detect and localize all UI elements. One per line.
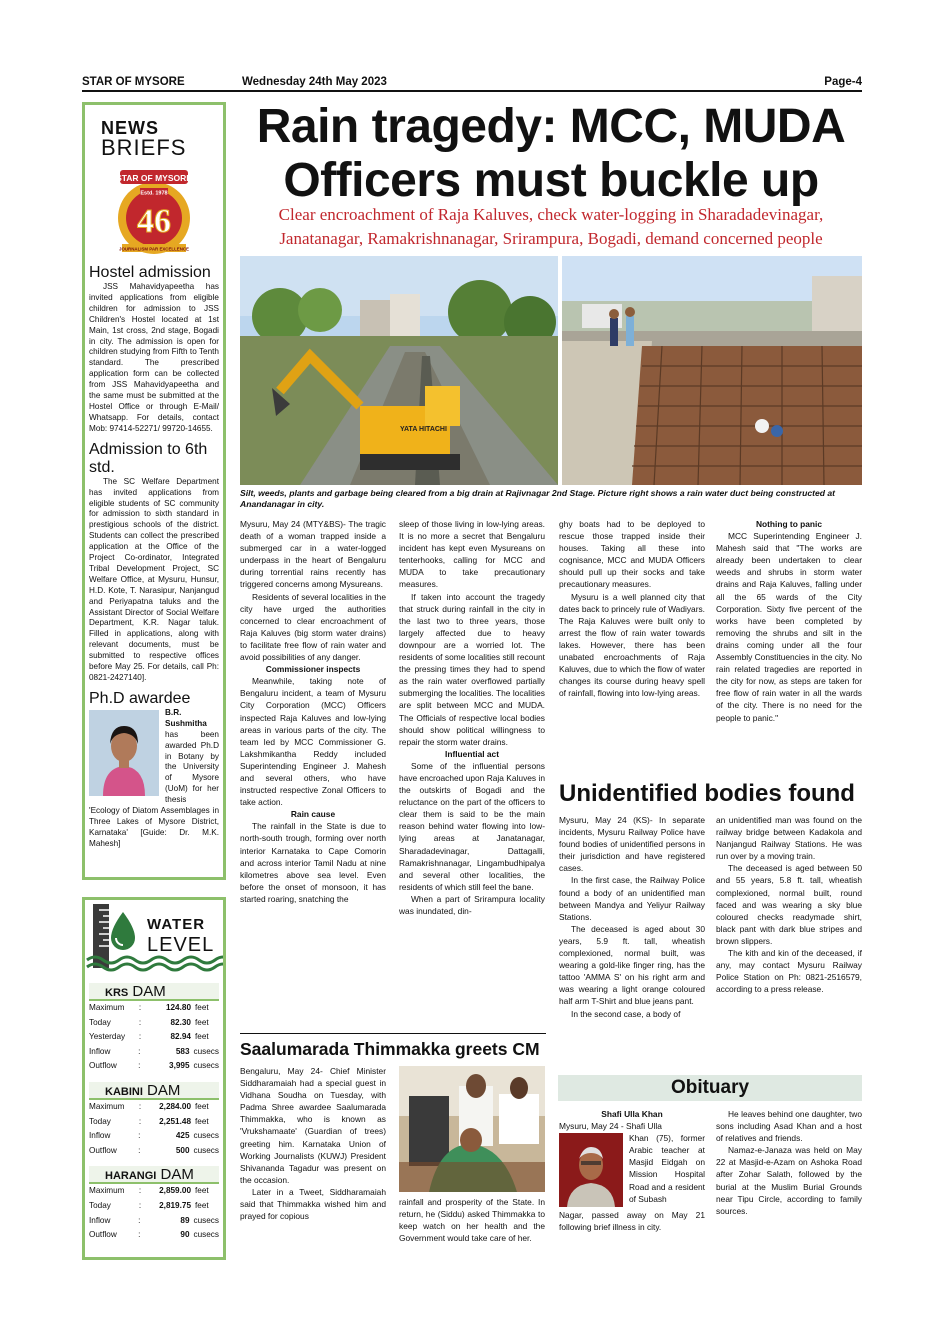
news-briefs-box (82, 102, 226, 880)
subhead-commissioner: Commissioner inspects (265, 664, 361, 675)
paper-name: STAR OF MYSORE (82, 76, 185, 88)
dam-unit: feet (195, 1200, 209, 1210)
dam-unit: cusecs (193, 1131, 219, 1141)
separator-colon: : (138, 1230, 141, 1240)
hostel-heading: Hostel admission (89, 264, 211, 281)
dam-reading-row (89, 1184, 219, 1199)
dam-reading-row (89, 1045, 219, 1060)
separator-colon: : (138, 1131, 141, 1141)
lead-paragraph: MCC Superintending Engineer J. Mahesh said that "The works are already been undertaken to clear weeds and shrubs in storm water drains and Raja Kaluves, falling under all the 65 wards of the City Corporation. Sixty five percent of the works have been completed by removing the shrubs and silt in the drains coming under all the four Assembly Constituencies in the city. No rain related tragedies are reported in the city for now, as steps are taken for free flow of rain water in all the wards of the city. There is no need for the people to panic." (716, 531, 863, 723)
separator-colon: : (138, 1116, 142, 1126)
dam-label: Yesterday (89, 1032, 126, 1042)
dam-label: Outflow (89, 1230, 117, 1240)
separator-colon: : (138, 1032, 142, 1042)
dam-reading-row (89, 1001, 219, 1016)
news-label: NEWS (101, 118, 159, 138)
obituary-paragraph: Nagar, passed away on May 21 following brief illness in city. (559, 1210, 705, 1233)
water-level-box (82, 897, 226, 1260)
dam-label: DAM (156, 1166, 194, 1184)
dam-unit: feet (195, 1116, 209, 1126)
dam-heading (89, 1082, 219, 1100)
dam-label: Today (89, 1017, 111, 1027)
drain-clearing-photo (240, 256, 558, 485)
admission-body: The SC Welfare Department has invited applications from eligible students of SC community for admission to sixth standard in prestigious schools of the district. Students can collect the prescribed application at the Office of the Project Co-ordinator, Integrated Tribal Development Project, SC Welfare Office, at Mysuru, Hunsur, H.D. Kote, T. Narasipur, Nanjangud and Periyapatna taluks and the Assistant Director of Social Welfare Department, K.R. Nagar taluk. Filled in applications, along with relevant documents, must be submitted to respective offices before May 25. For details, call Ph: 0821-2427140]. (89, 476, 219, 682)
admission-heading: Admission to 6th std. (89, 440, 208, 476)
lead-paragraph: Residents of several localities in the city have urged the authorities concerned to clear encroachment of Raja Kaluves (big storm water drains) to facilitate free flow of rain water and avoid possibilities of any danger. (240, 591, 386, 663)
issue-date: Wednesday 24th May 2023 (242, 76, 387, 88)
dam-value: 500 (175, 1145, 190, 1155)
dam-value: 82.94 (170, 1032, 191, 1042)
lead-column-1 (240, 518, 386, 905)
separator-colon: : (138, 1003, 142, 1012)
admission-text (89, 477, 219, 684)
dam-label: Maximum (89, 1101, 125, 1111)
dam-unit: feet (195, 1017, 209, 1027)
news-briefs-title (101, 118, 219, 158)
thimmakka-headline: Saalumarada Thimmakka greets CM (240, 1039, 540, 1059)
dam-unit: cusecs (193, 1215, 219, 1225)
phd-awardee-name: B.R. Sushmitha (165, 707, 207, 728)
lead-paragraph: Mysuru, May 24 (MTY&BS)- The tragic death of a woman trapped inside a submerged car in a water-logged underpass in the heart of Bengaluru during torrential rains recently has triggered concerns among Mysureans. (240, 519, 386, 590)
bodies-paragraph: In the first case, the Railway Police found a body of an unidentified man between Mandya and Yeliyur Railway Stations. (559, 875, 705, 922)
lead-paragraph: ghy boats had to be deployed to rescue those trapped inside their houses. Taking all these into cognisance, MCC and MUDA Officers should pull up their socks and take precautionary measures. (559, 519, 705, 590)
anniversary-logo (89, 164, 219, 260)
bodies-paragraph: The deceased is aged about 30 years, 5.9 ft. tall, wheatish complexioned, normal built, was wearing a gold-like finger ring, has the tattoo 'AMMA S' on his right arm and was wearing a light orange coloured half arm T-Shirt and blue jeans pant. (559, 923, 705, 1007)
dam-value: 3,995 (169, 1061, 190, 1071)
dam-value: 90 (180, 1230, 190, 1240)
logo-bottom-text: JOURNALISM PAR EXCELLENCE (119, 246, 189, 252)
lead-column-2 (399, 518, 545, 917)
bodies-column-2 (716, 814, 862, 995)
lead-headline-line1: Rain tragedy: MCC, MUDA (256, 100, 846, 153)
lead-paragraph: If taken into account the tragedy that struck during rainfall in the city in the last two to three years, those largely affected due to heavy downpour are a worried lot. The residents of some localities still recount the pressing times they had to spend as the rain water overflowed partially submerging the localities. The localities are split between MCC and MUDA. The Officials of respective local bodies should show political willingness to repair the storm water drains. (399, 591, 545, 747)
dam-value: 124.80 (165, 1003, 191, 1012)
dam-reading-row (89, 1129, 219, 1144)
logo-estd-text: Estd. 1978 (140, 190, 168, 197)
water-level-header (89, 903, 219, 975)
dam-value: 2,819.75 (159, 1200, 191, 1210)
dam-value: 2,284.00 (159, 1101, 191, 1111)
phd-awardee-photo (89, 710, 159, 796)
dam-reading-row (89, 1059, 219, 1074)
thimmakka-column-1 (240, 1065, 386, 1222)
dam-value: 2,251.48 (159, 1116, 191, 1126)
dam-value: 425 (175, 1131, 190, 1141)
logo-top-text: STAR OF MYSORE (116, 173, 192, 183)
dam-reading-row (89, 1214, 219, 1229)
obituary-paragraph: Khan (75), former Arabic teacher at Masjid Eidgah on Mission Hospital Road and a resident of Subash (629, 1133, 705, 1204)
dam-label: Today (89, 1116, 111, 1126)
dam-reading-row (89, 1144, 219, 1159)
dam-list (89, 983, 219, 1243)
lead-column-4 (716, 518, 862, 724)
dam-unit: feet (195, 1186, 209, 1196)
separator-colon: : (138, 1017, 142, 1027)
bodies-paragraph: an unidentified man was found on the railway bridge between Kadakola and Nanjangud Railway Stations. He was run over by a moving train. (716, 815, 862, 862)
obituary-column-2 (716, 1108, 862, 1217)
lead-headline-line2: Officers must buckle up (283, 154, 819, 207)
lead-paragraph: Some of the influential persons have encroached upon Raja Kaluves in the outskirts of Bogadi and the reluctance on the part of the officers to clear them is said to be the main reason behind water flowing into low-lying areas at Janatanagar, Sharadadevinagar, Dattagalli, Ramakrishnanagar, Lingambudhipalya and several other localities, the residents of which still feel the bane. (399, 760, 545, 892)
dam-label: Maximum (89, 1003, 125, 1012)
dam-value: 2,859.00 (159, 1186, 191, 1196)
bodies-paragraph: In the second case, a body of (571, 1008, 681, 1019)
dam-reading-row (89, 1115, 219, 1130)
rain-duct-photo (562, 256, 862, 485)
dam-label: Maximum (89, 1186, 125, 1196)
phd-text (89, 708, 219, 850)
dam-unit: cusecs (193, 1046, 219, 1056)
dam-reading-row (89, 1228, 219, 1243)
dam-prefix: KABINI (105, 1085, 143, 1098)
hostel-body: JSS Mahavidyapeetha has invited applications from eligible children for admission to JSS Children's Hostel located at 1st Main, 1st cross, 2nd stage, Bogadi in city. The admission is open for children studying from Fifth to Tenth standard. The prescribed application form can be collected from JSS Mahavidyapeetha and the same must be submitted at the Hostel Office or through E-Mail/ Whatsapp. For details, contact Mob: 97414-52271/ 99720-14655. (89, 282, 219, 433)
thimmakka-column-2 (399, 1196, 545, 1244)
bodies-paragraph: The deceased is aged between 50 and 55 years, 5.8 ft. tall, wheatish complexioned, normal built, round faced and was wearing a sky blue coloured checks readymade shirt, black pant with dark blue stripes and brown slippers. (716, 863, 862, 946)
dam-label: Inflow (89, 1131, 111, 1141)
logo-number: 46 (137, 203, 171, 240)
subhead-rain-cause: Rain cause (290, 809, 336, 820)
lead-column-3 (559, 518, 705, 699)
obituary-paragraph: Namaz-e-Janaza was held on May 22 at Masjid-e-Azam on Ashoka Road after Zohar Salath, followed by the burial at the Muslim Burial Grounds near Tipu Circle, according to family sources. (716, 1145, 862, 1216)
lead-paragraph: Mysuru is a well planned city that dates back to princely rule of Wadiyars. The Raja Kaluves were built only to arrest the flow of rain water towards lakes. However, there has been unabated encroachments of Raja Kaluves, due to which the flow of water changes its course during heavy spell of rainfall, flowing into low-lying areas. (559, 591, 705, 699)
dam-reading-row (89, 1100, 219, 1115)
level-label: LEVEL (147, 934, 215, 956)
bodies-paragraph: The kith and kin of the deceased, if any, may contact Mysuru Railway Police Station on Ph: 0821-2516579, according to a press release. (716, 948, 862, 995)
separator-colon: : (138, 1215, 141, 1225)
water-level-title (147, 915, 214, 955)
dam-value: 583 (175, 1046, 190, 1056)
lead-headline (236, 100, 866, 208)
separator-colon: : (138, 1101, 142, 1111)
dam-prefix: KRS (105, 987, 129, 999)
separator-colon: : (138, 1200, 142, 1210)
dam-label: Today (89, 1200, 111, 1210)
briefs-label: BRIEFS (101, 135, 187, 160)
lead-deck: Clear encroachment of Raja Kaluves, check water-logging in Sharadadevinagar, Janatanagar, Ramakrishnanagar, Srirampura, Bogadi, demand concerned people (278, 205, 824, 248)
thimmakka-paragraph: Bengaluru, May 24- Chief Minister Siddharamaiah had a special guest in Vidhana Soudha on Tuesday, with Padma Shree awardee Saalumarada Thimmakka, who is known as 'Vrukshamaate' (Guardian of trees) greeting him. Karnataka Union of Working Journalists (KUWJ) President Shivananda Tagadur was present on the occasion. (240, 1066, 386, 1185)
section-divider (240, 1033, 546, 1034)
dam-heading (89, 983, 219, 1001)
dam-reading-row (89, 1016, 219, 1031)
obituary-paragraph: He leaves behind one daughter, two sons including Asad Khan and a host of relatives and friends. (716, 1109, 862, 1144)
dam-reading-row (89, 1199, 219, 1214)
dam-unit: feet (195, 1101, 209, 1111)
dam-label: DAM (142, 1081, 181, 1099)
obituary-paragraph: Mysuru, May 24 - Shafi Ulla (559, 1121, 662, 1132)
separator-colon: : (138, 1186, 142, 1196)
dam-unit: feet (195, 1032, 209, 1042)
subhead-nothing-to-panic: Nothing to panic (755, 519, 823, 529)
dam-label: DAM (128, 983, 166, 1000)
thimmakka-paragraph: Later in a Tweet, Siddharamaiah said that Thimmakka wished him and prayed for copious (240, 1186, 386, 1222)
lead-paragraph: When a part of Srirampura locality was inundated, din- (399, 893, 545, 916)
subhead-influential: Influential act (445, 748, 499, 759)
thimmakka-cm-photo (399, 1066, 545, 1192)
bodies-headline: Unidentified bodies found (559, 780, 855, 807)
dam-unit: feet (195, 1003, 209, 1012)
separator-colon: : (138, 1145, 141, 1155)
page-number: Page-4 (824, 76, 862, 88)
water-label: WATER (147, 916, 206, 933)
dam-heading (89, 1166, 219, 1184)
lead-paragraph: The rainfall in the State is due to north-south trough, forming over north interior Karnataka to Cape Comorin and across interior Tamil Nadu at nine kilometres above sea level. Even before the onset of monsoon, it has started roaring, snatching the (240, 821, 386, 904)
dam-prefix: HARANGI (105, 1170, 157, 1183)
bodies-column-1 (559, 814, 705, 1020)
dam-label: Inflow (89, 1046, 111, 1056)
dam-value: 89 (180, 1215, 190, 1225)
dam-unit: cusecs (193, 1145, 219, 1155)
obituary-photo (559, 1133, 623, 1207)
page-header (82, 76, 862, 92)
photo-caption: Silt, weeds, plants and garbage being cleared from a big drain at Rajivnagar 2nd Stage. Picture right shows a rain water duct being constructed at Anandanagar in city. (240, 488, 836, 509)
hostel-text (89, 282, 219, 435)
dam-label: Outflow (89, 1061, 117, 1071)
phd-body: has been awarded Ph.D in Botany by the University of Mysore (UoM) for her thesis 'Ecology of Diatom Assemblages in Three Lakes of Mysore District, Karnataka' [Guide: Dr. M.K. Mahesh] (89, 729, 219, 848)
phd-heading: Ph.D awardee (89, 689, 191, 707)
excavator-brand: YATA HITACHI (400, 426, 447, 433)
dam-reading-row (89, 1030, 219, 1045)
obituary-column-1 (559, 1108, 705, 1233)
dam-unit: cusecs (193, 1061, 219, 1071)
separator-colon: : (138, 1061, 141, 1071)
separator-colon: : (138, 1046, 141, 1056)
lead-paragraph: sleep of those living in low-lying areas. It is no more a secret that Bengaluru incident has kept even Mysureans on tenterhooks, calling for MCC and MUDA to take precautionary measures. (399, 519, 545, 590)
bodies-paragraph: Mysuru, May 24 (KS)- In separate incidents, Mysuru Railway Police have found bodies of unidentified persons in their jurisdiction and have registered cases. (559, 815, 705, 874)
lead-paragraph: Meanwhile, taking note of Bengaluru incident, a team of Mysuru City Corporation (MCC) Officers inspected Raja Kaluves and low-lying areas in various parts of the city. The team led by MCC Commissioner G. Lakshmikantha Reddy included Superintending Engineer J. Mahesh and several others, who have instructed respective Zonal Officers to take action. (240, 676, 386, 808)
obituary-heading: Obituary (558, 1075, 862, 1101)
obituary-name: Shafi Ulla Khan (601, 1109, 663, 1119)
dam-unit: cusecs (193, 1230, 219, 1240)
dam-value: 82.30 (170, 1017, 191, 1027)
dam-label: Inflow (89, 1215, 111, 1225)
dam-label: Outflow (89, 1145, 117, 1155)
thimmakka-paragraph: rainfall and prosperity of the State. In return, he (Siddu) asked Thimmakka to keep watch on her health and the Government would take care of her. (399, 1197, 545, 1244)
